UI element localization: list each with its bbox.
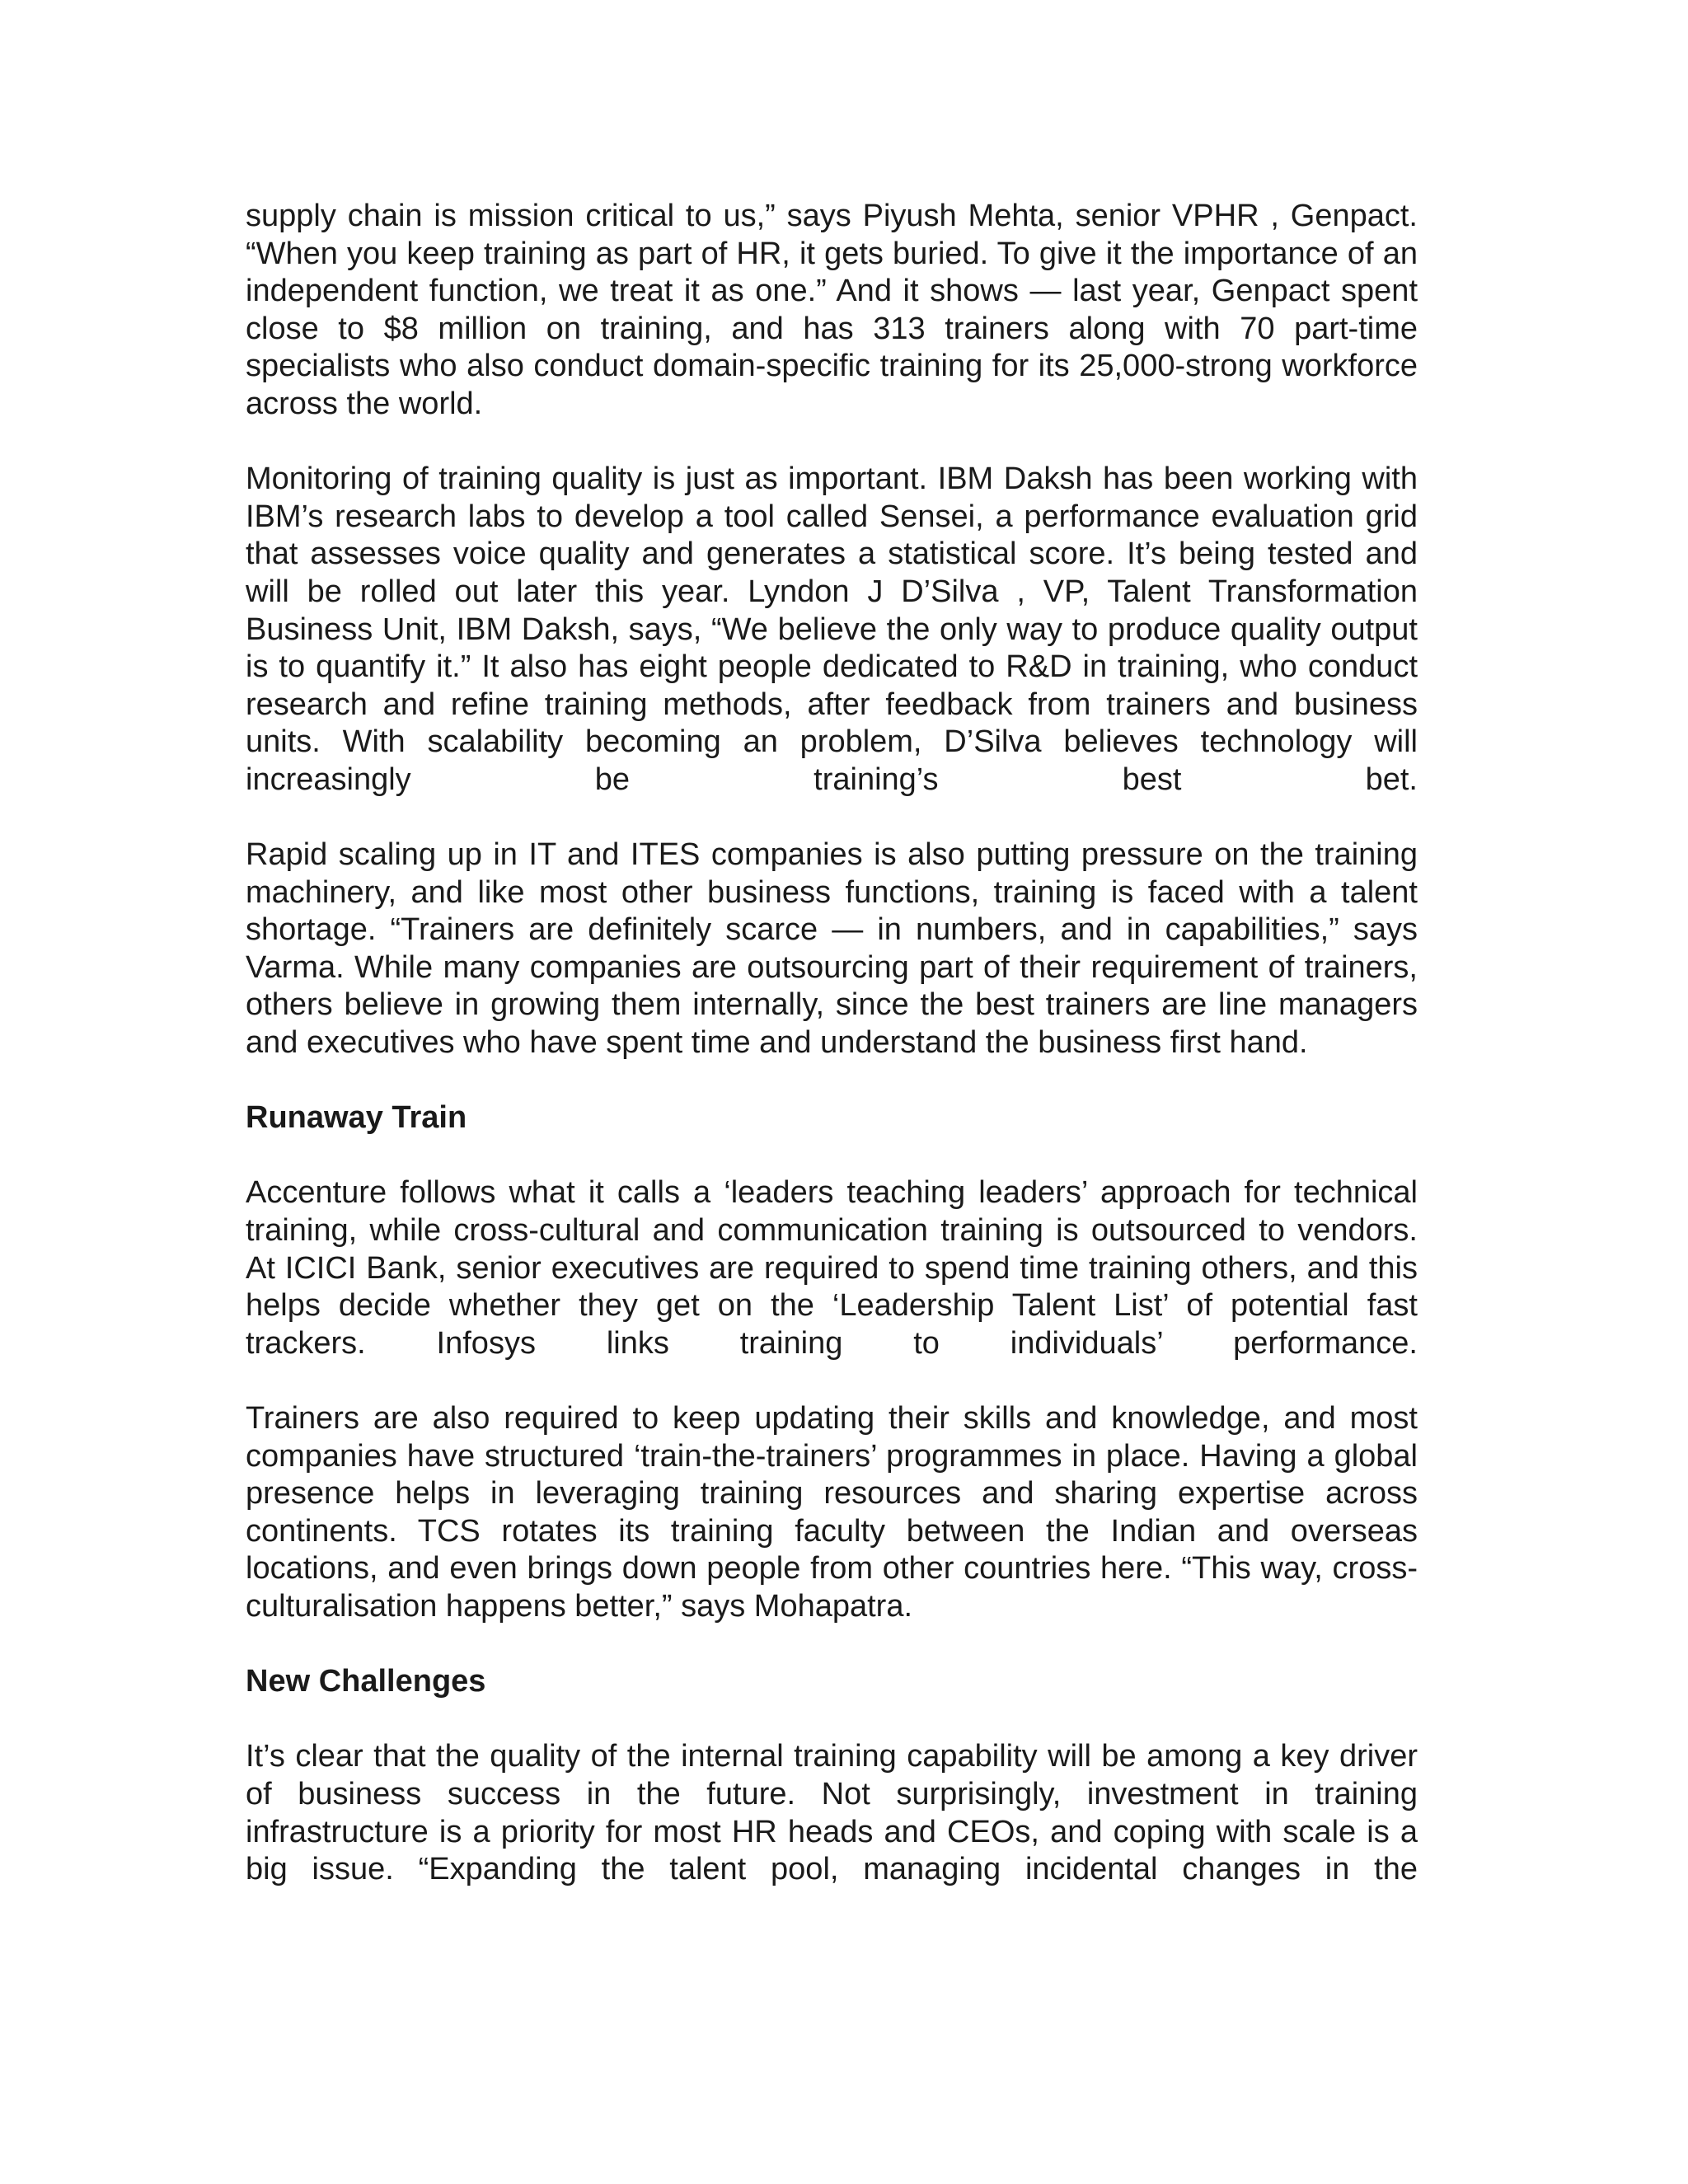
paragraph-gap <box>246 1626 1418 1664</box>
section-heading-runaway-train: Runaway Train <box>246 1100 467 1136</box>
paragraph-gap <box>246 424 1418 462</box>
paragraph-quality: It’s clear that the quality of the internal training capability will be among a key driver of business success in the future. Not surprisingly, investment in training infrastructure is a priority for most HR heads and CEOs, and coping with scale is a big issue. “Expanding the talent pool, managing incidental changes in the <box>246 1739 1418 1887</box>
paragraph-genpact: supply chain is mission critical to us,” says Piyush Mehta, senior VPHR , Genpact. “When you keep training as part of HR, it gets buried. To give it the importance of an independent function, we treat it as one.” And it shows — last year, Genpact spent close to $8 million on training, and has 313 trainers along with 70 part-time specialists who also conduct domain-specific training for its 25,000-strong workforce across the world. <box>246 199 1418 421</box>
section-heading-new-challenges: New Challenges <box>246 1664 486 1699</box>
paragraph-trainers: Trainers are also required to keep updating their skills and knowledge, and most companies have structured ‘train-the-trainers’ programmes in place. Having a global presence helps in leveraging training resources and sharing expertise across continents. TCS rotates its training faculty between the Indian and overseas locations, and even brings down people from other countries here. “This way, cross-culturalisation happens better,” says Mohapatra. <box>246 1401 1418 1624</box>
paragraph-accenture: Accenture follows what it calls a ‘leaders teaching leaders’ approach for technical training, while cross-cultural and communication training is outsourced to vendors. At ICICI Bank, senior executives are required to spend time training others, and this helps decide whether they get on the ‘Leadership Talent List’ of potential fast trackers. Infosys links training to individuals’ performance. <box>246 1175 1418 1361</box>
paragraph-ibm-daksh: Monitoring of training quality is just as important. IBM Daksh has been working with IBM’s research labs to develop a tool called Sensei, a performance evaluation grid that assesses voice quality and generates a statistical score. It’s being tested and will be rolled out later this year. Lyndon J D’Silva , VP, Talent Transformation Business Unit, IBM Daksh, says, “We believe the only way to produce quality output is to quantify it.” It also has eight people dedicated to R&D in training, who conduct research and refine training methods, after feedback from trainers and business units. With scalability becoming an problem, D’Silva believes technology will increasingly be training’s best bet. <box>246 462 1418 797</box>
document-body <box>246 198 1418 1889</box>
paragraph-gap <box>246 1137 1418 1175</box>
paragraph-gap <box>246 1362 1418 1400</box>
paragraph-rapid-scaling: Rapid scaling up in IT and ITES companies is also putting pressure on the training machinery, and like most other business functions, training is faced with a talent shortage. “Trainers are definitely scarce — in numbers, and in capabilities,” says Varma. While many companies are outsourcing part of their requirement of trainers, others believe in growing them internally, since the best trainers are line managers and executives who have spent time and understand the business first hand. <box>246 837 1418 1061</box>
paragraph-gap <box>246 799 1418 837</box>
paragraph-gap <box>246 1701 1418 1739</box>
paragraph-gap <box>246 1062 1418 1100</box>
